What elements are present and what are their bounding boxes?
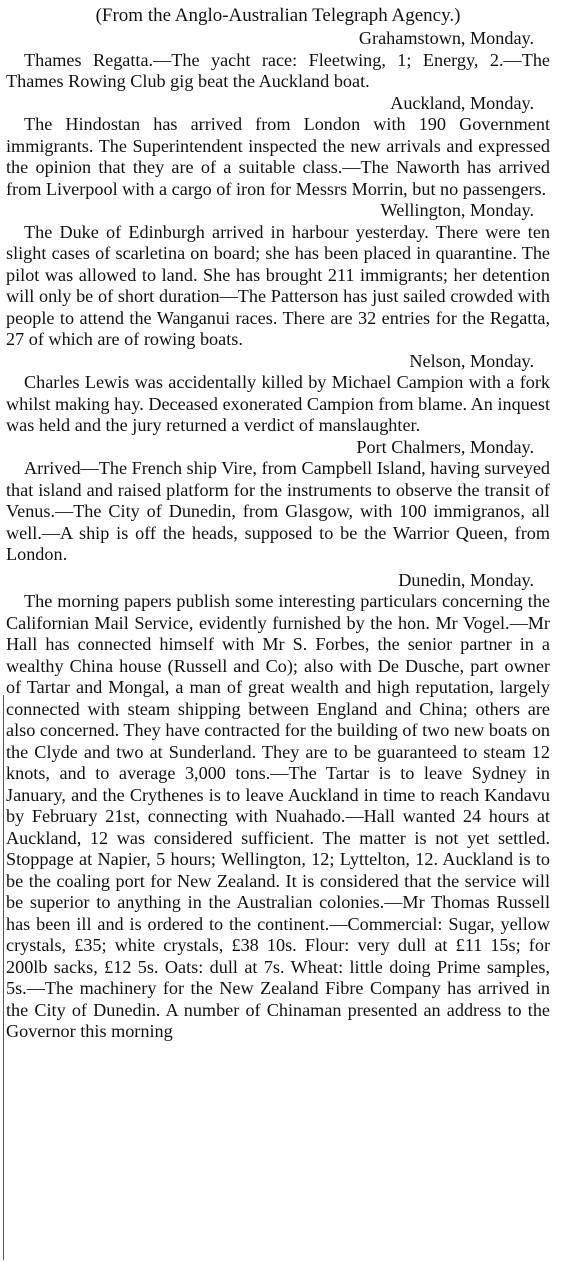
column-header: (From the Anglo-Australian Telegraph Agency.) <box>95 5 461 26</box>
column-rule <box>3 695 4 1260</box>
dateline-dunedin: Dunedin, Monday. <box>398 569 534 590</box>
dateline-port-chalmers: Port Chalmers, Monday. <box>356 436 534 457</box>
dateline-wellington: Wellington, Monday. <box>380 200 534 220</box>
dateline-grahamstown: Grahamstown, Monday. <box>358 28 534 48</box>
dateline-auckland: Auckland, Monday. <box>390 92 534 113</box>
paragraph-wellington: The Duke of Edinburgh arrived in harbour yesterday. There were ten slight cases of scarletina on board; she has been placed in quarantine. The pilot was allowed to land. She has brought 211 immigrants; her detention will only be of short duration—The Patterson has just sailed crowded with people to attend the Wanganui races. There are 32 entries for the Regatta, 27 of which are of rowing boats. <box>6 221 550 349</box>
paragraph-auckland: The Hindostan has arrived from London with 190 Government immigrants. The Superintendent inspected the new arrivals and expressed the opinion that they are of a suitable class.—The Naworth has arrived from Liverpool with a cargo of iron for Messrs Morrin, but no passengers. <box>6 114 550 199</box>
paragraph-dunedin: The morning papers publish some interesting particulars concerning the Californian Mail Service, evidently furnished by the hon. Mr Vogel.—Mr Hall has connected himself with Mr S. Forbes, the senior partner in a wealthy China house (Russell and Co); also with De Dusche, part owner of Tartar and Mongal, a man of great wealth and high reputation, largely connected with steam shipping between England and China; others are also concerned. They have contracted for the building of two new boats on the Clyde and two at Sunderland. They are to be guaranteed to steam 12 knots, and to average 3,000 tons.—The Tartar is to leave Sydney in January, and the Crythenes is to leave Auckland in time to reach Kandavu by February 21st, connecting with Nuahado.—Hall wanted 24 hours at Auckland, 12 was considered sufficient. The matter is not yet settled. Stoppage at Napier, 5 hours; Wellington, 12; Lyttelton, 12. Auckland is to be the coaling port for New Zealand. It is considered that the service will be superior to anything in the Australian colonies.—Mr Thomas Russell has been ill and is ordered to the continent.—Commercial: Sugar, yellow crystals, £35; white crystals, £38 10s. Flour: very dull at £11 15s; for 200lb sacks, £12 5s. Oats: dull at 7s. Wheat: little doing Prime samples, 5s.—The machinery for the New Zealand Fibre Company has arrived in the City of Dunedin. A number of Chinaman presented an address to the Governor this morning <box>6 591 550 1041</box>
dateline-nelson: Nelson, Monday. <box>409 350 534 371</box>
paragraph-grahamstown: Thames Regatta.—The yacht race: Fleetwing, 1; Energy, 2.—The Thames Rowing Club gig beat the Auckland boat. <box>6 49 550 91</box>
paragraph-nelson: Charles Lewis was accidentally killed by Michael Campion with a fork whilst making hay. Deceased exonerated Campion from blame. An inquest was held and the jury returned a verdict of manslaughter. <box>6 372 550 435</box>
paragraph-port-chalmers: Arrived—The French ship Vire, from Campbell Island, having surveyed that island and raised platform for the instruments to observe the transit of Venus.—The City of Dunedin, from Glasgow, with 100 immigranos, all well.—A ship is off the heads, supposed to be the Warrior Queen, from London. <box>6 458 550 564</box>
